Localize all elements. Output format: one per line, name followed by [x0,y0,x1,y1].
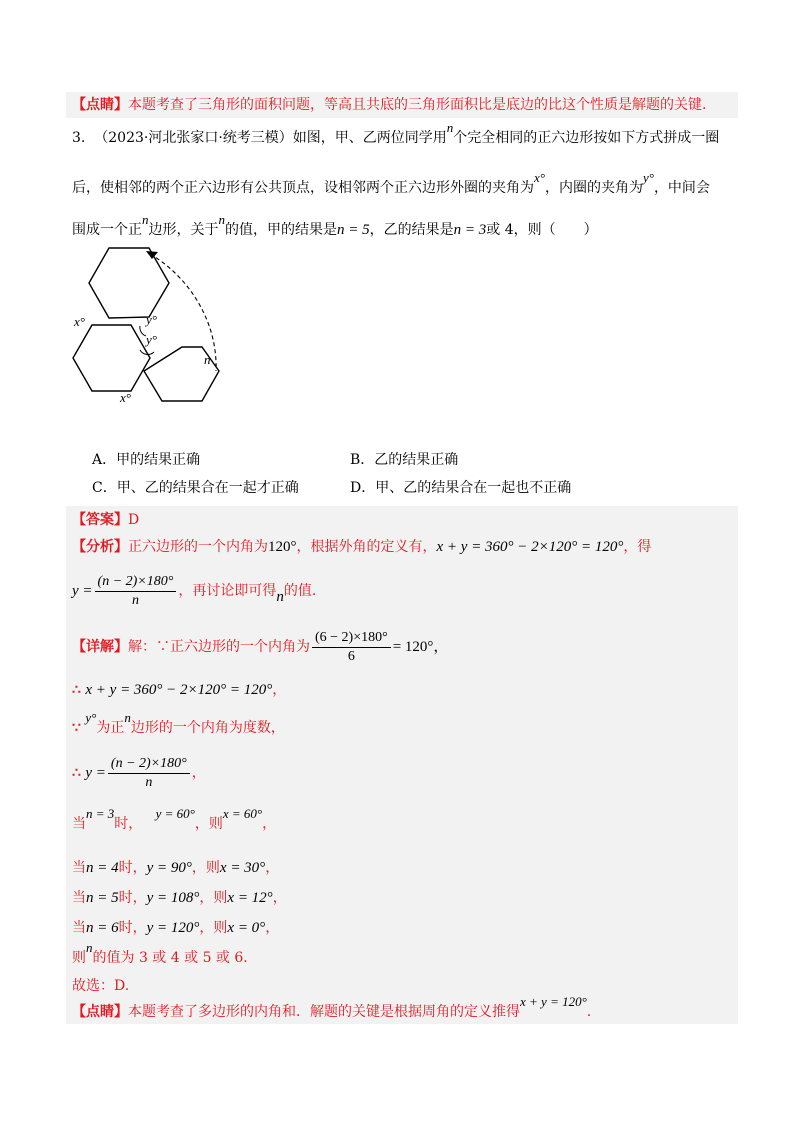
fraction-numerator: (n − 2)×180° [108,755,190,774]
case-n6 [72,918,279,938]
bottom-note-tag: 【点睛】 [72,1004,128,1020]
question-text: 或 4，则（ ） [486,222,598,238]
var-n: n [218,212,225,227]
top-note-tag: 【点睛】 [72,97,128,113]
question-line-1 [72,120,720,148]
question-text: 个完全相同的正六边形按如下方式拼成一圈 [453,130,720,146]
option-a[interactable]: A．甲的结果正确 [92,452,201,468]
case-y: y = 120° [146,920,200,936]
therefore-symbol: ∴ [72,765,81,781]
analysis-equation: x + y = 360° − 2×120° = 120° [436,539,624,555]
therefore-symbol: ∴ [72,682,81,698]
detail-text: 边形的一个内角为度数， [130,720,285,736]
equals-120: = 120°， [392,639,449,655]
detail-text: 为正 [96,720,125,736]
fraction-denominator: n [131,592,139,608]
case-n4 [72,858,279,878]
y-fraction [108,755,190,792]
hexagon-left [73,325,150,391]
analysis-text: ，再讨论即可得 [178,583,277,599]
var-n: n [446,120,454,135]
analysis-text: ，得 [623,539,652,555]
question-number: 3. [72,130,86,146]
analysis-text: 正六边形的一个内角为 [128,539,268,555]
eq-n5: n = 5 [337,222,370,238]
detail-text: 解：∵正六边形的一个内角为 [128,639,310,655]
var-y-degree: y° [642,170,654,185]
top-note-text: 本题考查了三角形的面积问题，等高且共底的三角形面积比是底边的比这个性质是解题的关键. [128,97,707,113]
detail-line-4 [72,754,206,792]
case-x: x = 30° [219,860,266,876]
analysis-text: ，根据外角的定义有， [296,539,437,555]
analysis-text: 的值. [283,583,317,599]
case-n3 [72,806,277,834]
analysis-line-2 [72,572,316,610]
case-text: 时， [118,890,147,906]
case-text: ，则 [199,920,228,936]
case-text: ，则 [191,860,220,876]
answer-line [72,510,139,530]
var-n: n [276,589,284,605]
fraction-numerator: (6 − 2)×180° [312,629,391,648]
because-symbol: ∵ [72,720,81,736]
detail-line-1 [72,628,448,666]
detail-equation: x + y = 360° − 2×120° = 120° [85,682,273,698]
case-n: n = 4 [86,860,119,876]
case-text: 当 [72,920,86,936]
detail-line-2 [72,680,286,700]
option-c[interactable]: C．甲、乙的结果合在一起才正确 [92,480,299,496]
fraction-numerator: (n − 2)×180° [95,573,177,592]
analysis-line-1 [72,537,651,557]
conclusion-line [72,940,248,968]
conclusion-text: 的值为 3 或 4 或 5 或 6. [92,950,248,966]
case-text: ， [265,920,280,936]
question-line-2 [72,170,710,198]
case-text: 当 [72,816,86,832]
detail-line-3 [72,710,285,738]
question-text: 围成一个正 [72,222,142,238]
choose-line [72,976,129,996]
eq-n3: n = 3 [453,222,487,238]
case-text: 时， [118,920,147,936]
case-n: n = 3 [86,806,115,821]
hexagon-figure [68,246,248,426]
choose-text: 故选：D. [72,978,130,994]
detail-text: ， [272,682,287,698]
case-n: n = 5 [86,890,119,906]
case-y: y = 108° [146,890,200,906]
case-x: x = 12° [227,890,273,906]
var-y-degree: y° [85,710,97,725]
case-text: ， [272,890,287,906]
fraction-denominator: 6 [347,648,355,664]
case-text: 时， [118,860,147,876]
bottom-note-text: 本题考查了多边形的内角和．解题的关键是根据周角的定义推得 [128,1004,520,1020]
case-x: x = 60° [222,806,263,821]
question-text: ，内圈的夹角为 [544,180,643,196]
var-n: n [124,710,131,725]
bottom-note [72,994,592,1022]
fraction-denominator: n [145,774,153,790]
y-lhs: y = [85,765,106,781]
bottom-note-text: . [586,1004,592,1020]
case-x: x = 0° [227,920,266,936]
question-text: ，中间会 [653,180,710,196]
label-y-top: y° [146,312,157,327]
case-text: ，则 [194,816,223,832]
detail-text: ， [191,765,206,781]
question-text: ，乙的结果是 [369,222,454,238]
top-note [72,95,706,115]
case-n5 [72,888,287,908]
y-fraction [95,573,177,610]
bottom-note-equation: x + y = 120° [520,994,587,1009]
answer-tag: 【答案】 [72,512,128,528]
question-text: 边形，关于 [148,222,219,238]
var-n: n [86,940,93,955]
label-y-mid: y° [146,332,157,347]
case-n: n = 6 [86,920,119,936]
question-text: 的值，甲的结果是 [225,222,337,238]
case-text: ， [262,816,277,832]
case-text: ， [265,860,280,876]
case-y: y = 60° [155,806,195,821]
conclusion-text: 则 [72,950,86,966]
case-text: 当 [72,860,86,876]
detail-tag: 【详解】 [72,639,128,655]
var-x-degree: x° [534,170,545,185]
question-line-3 [72,212,598,240]
label-x-bottom: x° [120,390,131,405]
case-text: 当 [72,890,86,906]
label-n: n [204,352,211,367]
analysis-tag: 【分析】 [72,539,128,555]
answer-value: D [128,512,140,528]
option-b[interactable]: B．乙的结果正确 [350,452,459,468]
interior-angle-fraction [312,629,391,666]
case-y: y = 90° [146,860,192,876]
question-text: 如图，甲、乙两位同学用 [292,130,447,146]
case-text: ，则 [199,890,228,906]
label-x-top: x° [74,314,85,329]
angle-120: 120° [268,539,297,555]
question-source: （2023·河北张家口·统考三模） [94,130,293,146]
var-n: n [142,212,149,227]
question-text: 后，使相邻的两个正六边形有公共顶点，设相邻两个正六边形外圈的夹角为 [72,180,534,196]
case-text: 时， [114,816,143,832]
y-lhs: y = [72,583,93,599]
option-d[interactable]: D．甲、乙的结果合在一起也不正确 [350,480,572,496]
